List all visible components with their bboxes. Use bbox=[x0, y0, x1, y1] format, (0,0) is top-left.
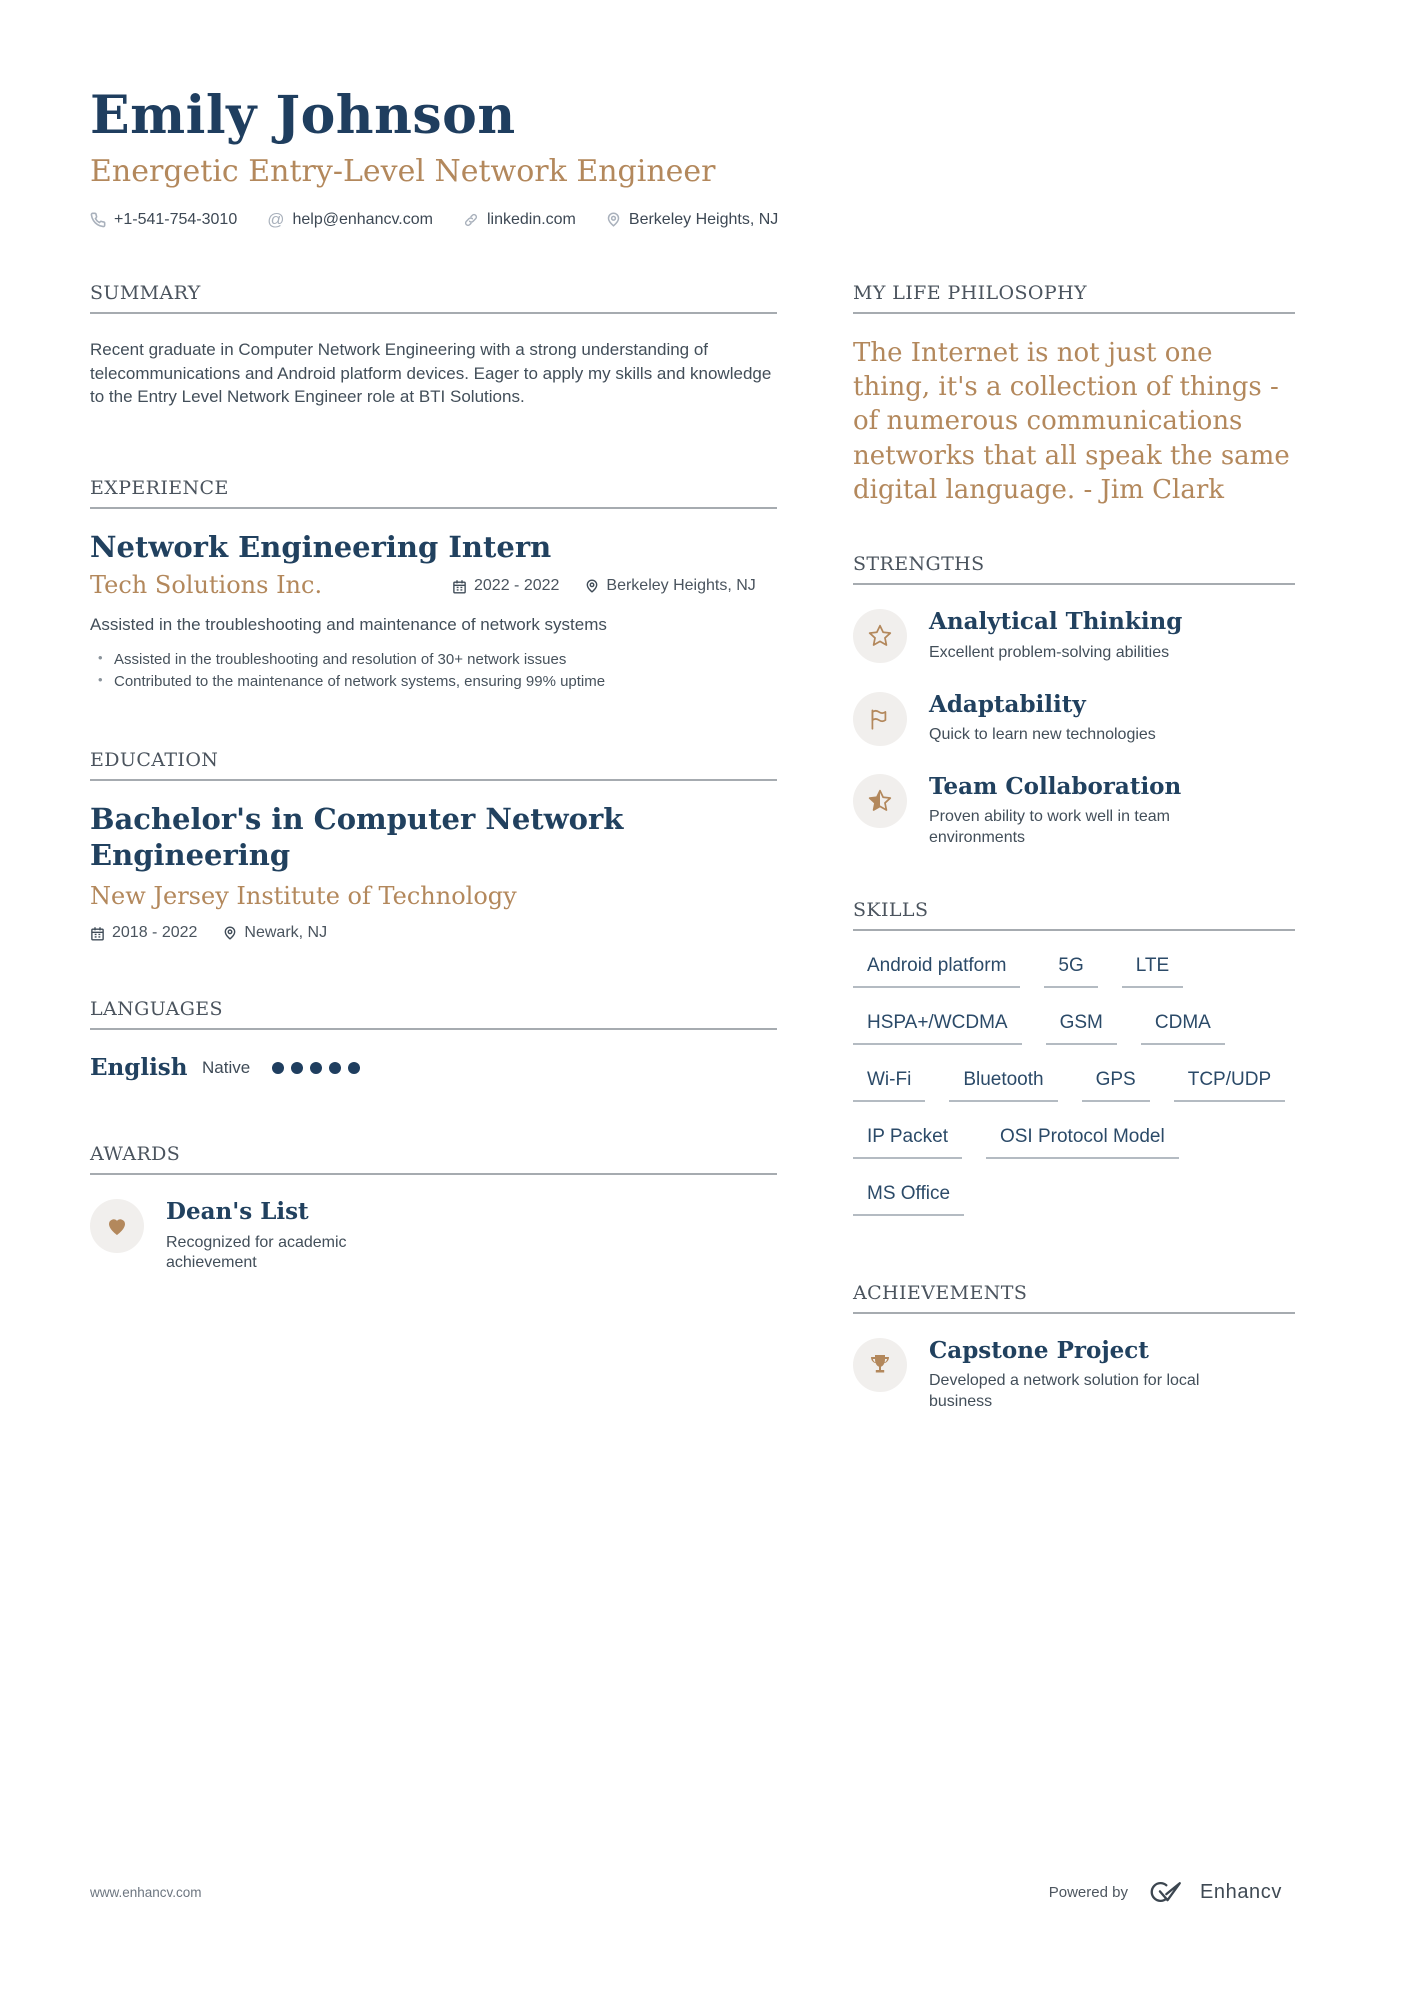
experience-description: Assisted in the troubleshooting and maintenance of network systems bbox=[90, 615, 607, 635]
experience-bullets bbox=[90, 649, 777, 693]
awards-heading: AWARDS bbox=[90, 1143, 777, 1175]
strength-icon-circle bbox=[853, 609, 907, 663]
contact-email-text[interactable]: help@enhancv.com bbox=[292, 210, 433, 228]
achievement-item bbox=[853, 1338, 1295, 1413]
language-level-dot bbox=[291, 1062, 303, 1074]
experience-dates bbox=[452, 577, 559, 595]
experience-company: Tech Solutions Inc. bbox=[90, 571, 323, 600]
skills-row bbox=[853, 1183, 1295, 1216]
achievements-heading: ACHIEVEMENTS bbox=[853, 1282, 1295, 1314]
achievement-icon-circle bbox=[853, 1338, 907, 1392]
contact-phone-text[interactable]: +1-541-754-3010 bbox=[114, 210, 238, 228]
experience-bullet: • Assisted in the troubleshooting and resolution of 30+ network issues bbox=[90, 649, 777, 671]
skills-row bbox=[853, 1069, 1295, 1102]
language-level-dot bbox=[329, 1062, 341, 1074]
left-column bbox=[90, 282, 777, 1413]
skill-tag[interactable]: Bluetooth bbox=[949, 1069, 1057, 1102]
experience-item bbox=[90, 529, 777, 692]
award-title: Dean's List bbox=[166, 1198, 309, 1226]
contact-link bbox=[463, 211, 576, 229]
contact-location bbox=[606, 211, 778, 229]
experience-dates-text: 2022 - 2022 bbox=[474, 577, 560, 595]
experience-bullet: • Contributed to the maintenance of network systems, ensuring 99% uptime bbox=[90, 671, 777, 693]
education-location-text: Newark, NJ bbox=[244, 924, 328, 942]
calendar-icon bbox=[90, 926, 105, 941]
location-icon bbox=[606, 212, 621, 227]
skill-tag[interactable]: CDMA bbox=[1141, 1012, 1225, 1045]
strength-icon-circle bbox=[853, 774, 907, 828]
person-name: Emily Johnson bbox=[90, 85, 516, 146]
skill-tag[interactable]: MS Office bbox=[853, 1183, 964, 1216]
flag-icon bbox=[867, 706, 893, 732]
languages-heading: LANGUAGES bbox=[90, 998, 777, 1030]
section-summary bbox=[90, 282, 777, 409]
summary-text: Recent graduate in Computer Network Engineering with a strong understanding of telecommunications and Android platform devices. Eager to apply my skills and knowledge to the Entry Level Network Engineer role at BTI Solutions. bbox=[90, 339, 772, 407]
strength-title: Adaptability bbox=[929, 690, 1086, 718]
section-experience bbox=[90, 477, 777, 692]
strength-title: Analytical Thinking bbox=[929, 608, 1183, 636]
skill-tag[interactable]: GPS bbox=[1082, 1069, 1150, 1102]
section-philosophy bbox=[853, 282, 1295, 508]
contact-link-text[interactable]: linkedin.com bbox=[486, 210, 576, 228]
language-level-dot bbox=[272, 1062, 284, 1074]
powered-by-block bbox=[1049, 1878, 1282, 1906]
skill-tag[interactable]: LTE bbox=[1122, 955, 1183, 988]
section-achievements bbox=[853, 1282, 1295, 1413]
page-footer bbox=[90, 1878, 1282, 1906]
language-level-dot bbox=[348, 1062, 360, 1074]
star-outline-icon bbox=[867, 623, 893, 649]
contact-phone bbox=[90, 211, 237, 229]
enhancv-logo-icon bbox=[1142, 1878, 1186, 1906]
language-name: English bbox=[90, 1054, 188, 1082]
section-education bbox=[90, 749, 777, 943]
link-icon bbox=[463, 212, 479, 228]
achievement-title: Capstone Project bbox=[929, 1336, 1149, 1364]
experience-heading: EXPERIENCE bbox=[90, 477, 777, 509]
language-level-dot bbox=[310, 1062, 322, 1074]
award-icon-circle bbox=[90, 1199, 144, 1253]
philosophy-quote: The Internet is not just one thing, it's a collection of things - of numerous communications networks that all speak the same digital language. - Jim Clark bbox=[853, 337, 1290, 506]
skill-tag[interactable]: TCP/UDP bbox=[1174, 1069, 1285, 1102]
language-level-dots bbox=[272, 1062, 360, 1074]
section-skills bbox=[853, 899, 1295, 1216]
language-level: Native bbox=[202, 1057, 251, 1077]
experience-location bbox=[585, 577, 755, 595]
heart-icon bbox=[105, 1214, 129, 1238]
strength-description: Excellent problem-solving abilities bbox=[929, 643, 1170, 661]
skills-heading: SKILLS bbox=[853, 899, 1295, 931]
strength-item bbox=[853, 774, 1295, 849]
right-column bbox=[853, 282, 1295, 1413]
education-location bbox=[223, 924, 327, 942]
education-dates-text: 2018 - 2022 bbox=[112, 924, 198, 942]
skill-tag[interactable]: Wi-Fi bbox=[853, 1069, 925, 1102]
star-half-icon bbox=[867, 788, 893, 814]
strength-item bbox=[853, 692, 1295, 746]
location-pin-icon bbox=[223, 926, 237, 940]
skill-tag[interactable]: HSPA+/WCDMA bbox=[853, 1012, 1022, 1045]
calendar-icon bbox=[452, 579, 467, 594]
education-item bbox=[90, 801, 777, 943]
skills-row bbox=[853, 1012, 1295, 1045]
skill-tag[interactable]: Android platform bbox=[853, 955, 1020, 988]
strengths-heading: STRENGTHS bbox=[853, 553, 1295, 585]
section-awards bbox=[90, 1143, 777, 1274]
trophy-icon bbox=[868, 1353, 892, 1377]
contact-location-text: Berkeley Heights, NJ bbox=[628, 210, 779, 228]
experience-location-text: Berkeley Heights, NJ bbox=[606, 577, 756, 595]
skill-tag[interactable]: OSI Protocol Model bbox=[986, 1126, 1179, 1159]
powered-by-label: Powered by bbox=[1048, 1883, 1128, 1901]
section-languages bbox=[90, 998, 777, 1081]
education-dates bbox=[90, 924, 197, 942]
skills-row bbox=[853, 955, 1295, 988]
award-description: Recognized for academic achievement bbox=[166, 1233, 347, 1272]
language-item bbox=[90, 1054, 777, 1081]
strength-title: Team Collaboration bbox=[929, 772, 1182, 800]
strength-item bbox=[853, 609, 1295, 663]
achievement-description: Developed a network solution for local business bbox=[929, 1372, 1200, 1411]
section-strengths bbox=[853, 553, 1295, 849]
strength-description: Quick to learn new technologies bbox=[929, 726, 1156, 744]
skills-row bbox=[853, 1126, 1295, 1159]
skill-tag[interactable]: GSM bbox=[1046, 1012, 1117, 1045]
skill-tag[interactable]: IP Packet bbox=[853, 1126, 962, 1159]
education-degree: Bachelor's in Computer Network Engineering bbox=[90, 801, 624, 873]
contact-email bbox=[267, 210, 433, 230]
person-job-title: Energetic Entry-Level Network Engineer bbox=[90, 153, 716, 189]
enhancv-brand-name[interactable]: Enhancv bbox=[1199, 1880, 1282, 1903]
strength-icon-circle bbox=[853, 692, 907, 746]
strength-description: Proven ability to work well in team environments bbox=[929, 808, 1170, 847]
award-item bbox=[90, 1199, 777, 1274]
philosophy-heading: MY LIFE PHILOSOPHY bbox=[853, 282, 1295, 314]
location-pin-icon bbox=[585, 579, 599, 593]
contact-row bbox=[90, 210, 1295, 230]
phone-icon bbox=[90, 212, 106, 228]
education-heading: EDUCATION bbox=[90, 749, 777, 781]
experience-role: Network Engineering Intern bbox=[90, 530, 552, 565]
education-school: New Jersey Institute of Technology bbox=[90, 882, 517, 911]
summary-heading: SUMMARY bbox=[90, 282, 777, 314]
email-icon: @ bbox=[267, 209, 285, 229]
footer-website-link[interactable]: www.enhancv.com bbox=[90, 1884, 202, 1900]
skill-tag[interactable]: 5G bbox=[1044, 955, 1097, 988]
page-header bbox=[90, 86, 1295, 230]
